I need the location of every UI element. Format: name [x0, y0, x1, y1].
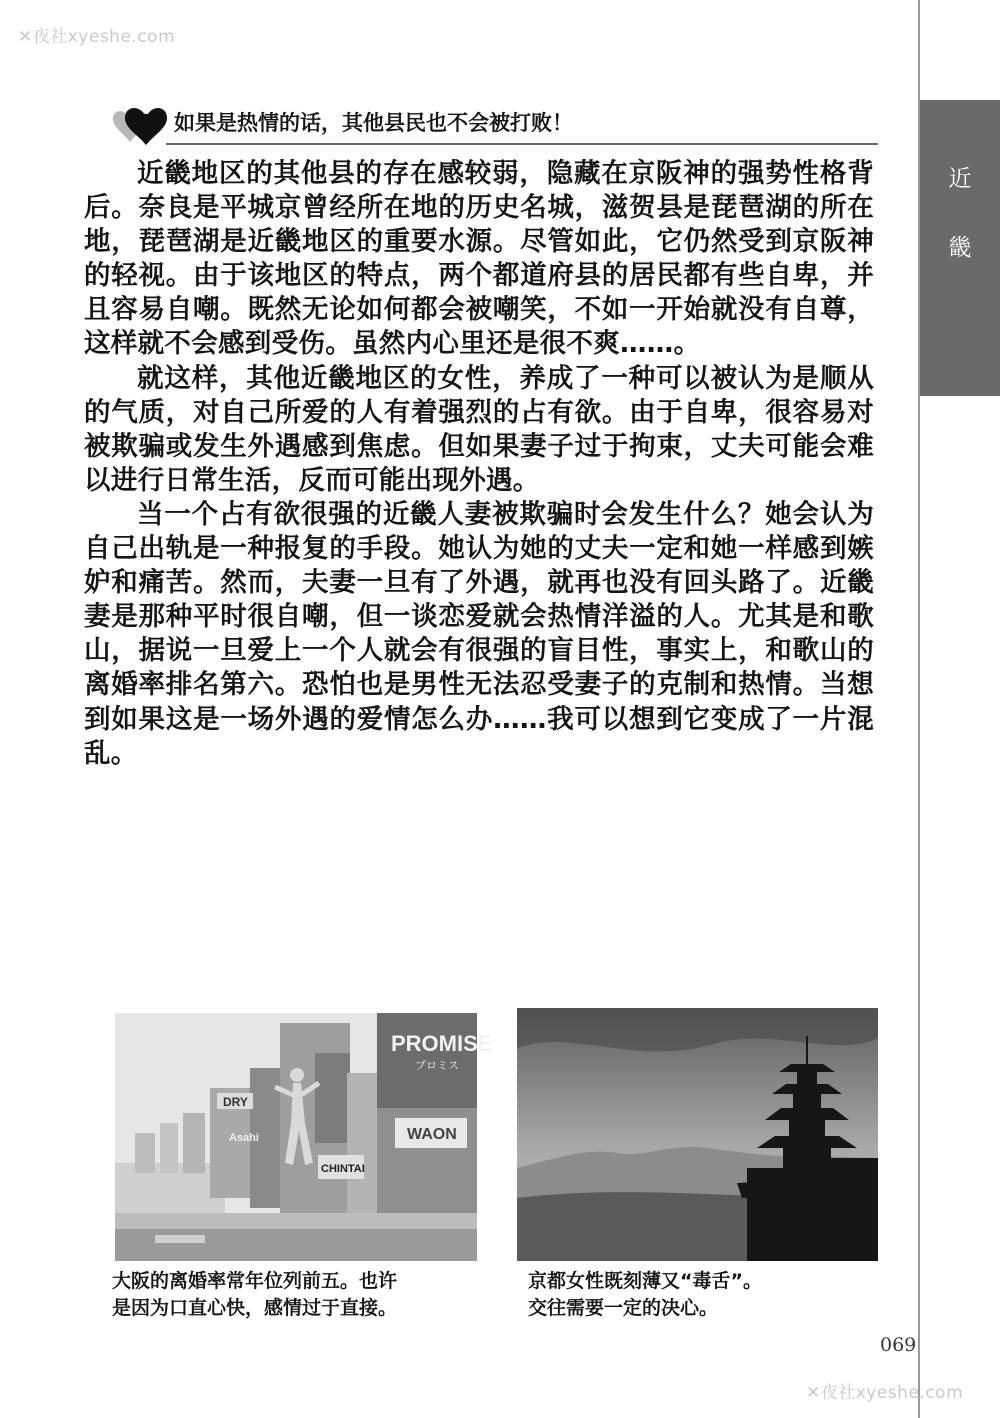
- side-tab-char-2: 畿: [948, 235, 972, 261]
- sign-dry: DRY: [223, 1095, 248, 1109]
- kyoto-caption-line-2: 交往需要一定的决心。: [528, 1297, 719, 1319]
- osaka-caption-line-1: 大阪的离婚率常年位列前五。也许: [112, 1270, 398, 1292]
- sign-waon: WAON: [407, 1126, 457, 1143]
- paragraph-3: 当一个占有欲很强的近畿人妻被欺骗时会发生什么？她会认为自己出轨是一种报复的手段。她认为她的丈夫一定和她一样感到嫉妒和痛苦。然而，夫妻一旦有了外遇，就再也没有回头路了。近畿妻是那种平时很自嘲，但一谈恋爱就会热情洋溢的人。尤其是和歌山，据说一旦爱上一个人就会有很强的盲目性，事实上，和歌山的离婚率排名第六。恐怕也是男性无法忍受妻子的克制和热情。当想到如果这是一场外遇的爱情怎么办……我可以想到它变成了一片混乱。: [84, 498, 874, 769]
- chapter-side-tab: [920, 100, 1000, 396]
- sign-chintai: CHINTAI: [321, 1163, 365, 1175]
- hearts-icon: [110, 102, 170, 146]
- kyoto-pagoda-photo: [517, 1008, 878, 1261]
- header-underline: [166, 143, 878, 145]
- paragraph-1: 近畿地区的其他县的存在感较弱，隐藏在京阪神的强势性格背后。奈良是平城京曾经所在地的历史名城，滋贺县是琵琶湖的所在地，琵琶湖是近畿地区的重要水源。尽管如此，它仍然受到京阪神的轻视。由于该地区的特点，两个都道府县的居民都有些自卑，并且容易自嘲。既然无论如何都会被嘲笑，不如一开始就没有自尊，这样就不会感到受伤。虽然内心里还是很不爽……。: [84, 158, 874, 360]
- osaka-caption: [112, 1268, 492, 1322]
- page-number: 069: [880, 1334, 917, 1356]
- kyoto-caption: [528, 1268, 888, 1322]
- body-text: [84, 157, 874, 771]
- section-header: [104, 100, 880, 148]
- paragraph-2: 就这样，其他近畿地区的女性，养成了一种可以被认为是顺从的气质，对自己所爱的人有着强烈的占有欲。由于自卑，很容易对被欺骗或发生外遇感到焦虑。但如果妻子过于拘束，丈夫可能会难以进行日常生活，反而可能出现外遇。: [84, 362, 874, 496]
- side-tab-char-1: 近: [948, 166, 972, 192]
- watermark-bottom: ✕夜社xyeshe.com: [806, 1383, 964, 1403]
- section-title: 如果是热情的话，其他县民也不会被打败！: [174, 111, 573, 135]
- osaka-dotonbori-photo: [115, 1013, 493, 1261]
- kyoto-caption-line-1: 京都女性既刻薄又“毒舌”。: [528, 1270, 762, 1292]
- sign-promise-kana: プロミス: [415, 1059, 459, 1072]
- watermark-top: ✕夜社xyeshe.com: [18, 27, 176, 47]
- sign-promise: PROMISE: [391, 1031, 493, 1056]
- sign-asahi: Asahi: [229, 1132, 259, 1144]
- osaka-caption-line-2: 是因为口直心快，感情过于直接。: [112, 1297, 398, 1319]
